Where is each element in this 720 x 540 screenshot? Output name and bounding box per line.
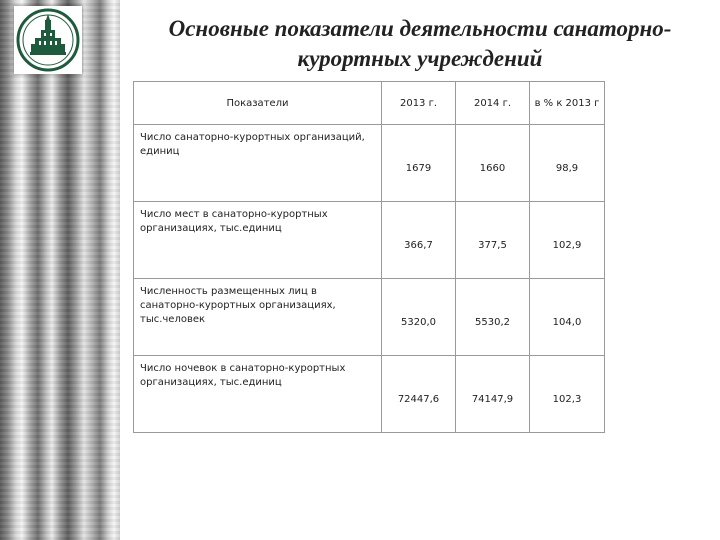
table-row	[134, 279, 605, 356]
value-2014: 74147,9	[456, 356, 530, 433]
row-label: Число санаторно-курортных организаций, единиц	[134, 125, 382, 202]
indicators-table	[133, 81, 605, 433]
value-2014: 1660	[456, 125, 530, 202]
value-2014: 377,5	[456, 202, 530, 279]
value-percent: 104,0	[530, 279, 605, 356]
row-label: Число ночевок в санаторно-курортных организациях, тыс.единиц	[134, 356, 382, 433]
value-2013: 1679	[382, 125, 456, 202]
table-row	[134, 125, 605, 202]
value-percent: 98,9	[530, 125, 605, 202]
slide-title: Основные показатели деятельности санаторно-курортных учреждений	[168, 16, 672, 71]
value-2013: 72447,6	[382, 356, 456, 433]
value-2013: 5320,0	[382, 279, 456, 356]
table-row	[134, 202, 605, 279]
row-label: Численность размещенных лиц в санаторно-курортных организациях, тыс.человек	[134, 279, 382, 356]
table-row	[134, 356, 605, 433]
value-percent: 102,9	[530, 202, 605, 279]
header-indicators: Показатели	[134, 82, 382, 125]
decorative-side-panel	[0, 0, 120, 540]
header-percent: в % к 2013 г	[530, 82, 605, 125]
university-emblem-icon	[14, 6, 82, 74]
table-header-row	[134, 82, 605, 125]
value-2014: 5530,2	[456, 279, 530, 356]
row-label: Число мест в санаторно-курортных организациях, тыс.единиц	[134, 202, 382, 279]
header-2013: 2013 г.	[382, 82, 456, 125]
header-2014: 2014 г.	[456, 82, 530, 125]
value-2013: 366,7	[382, 202, 456, 279]
value-percent: 102,3	[530, 356, 605, 433]
